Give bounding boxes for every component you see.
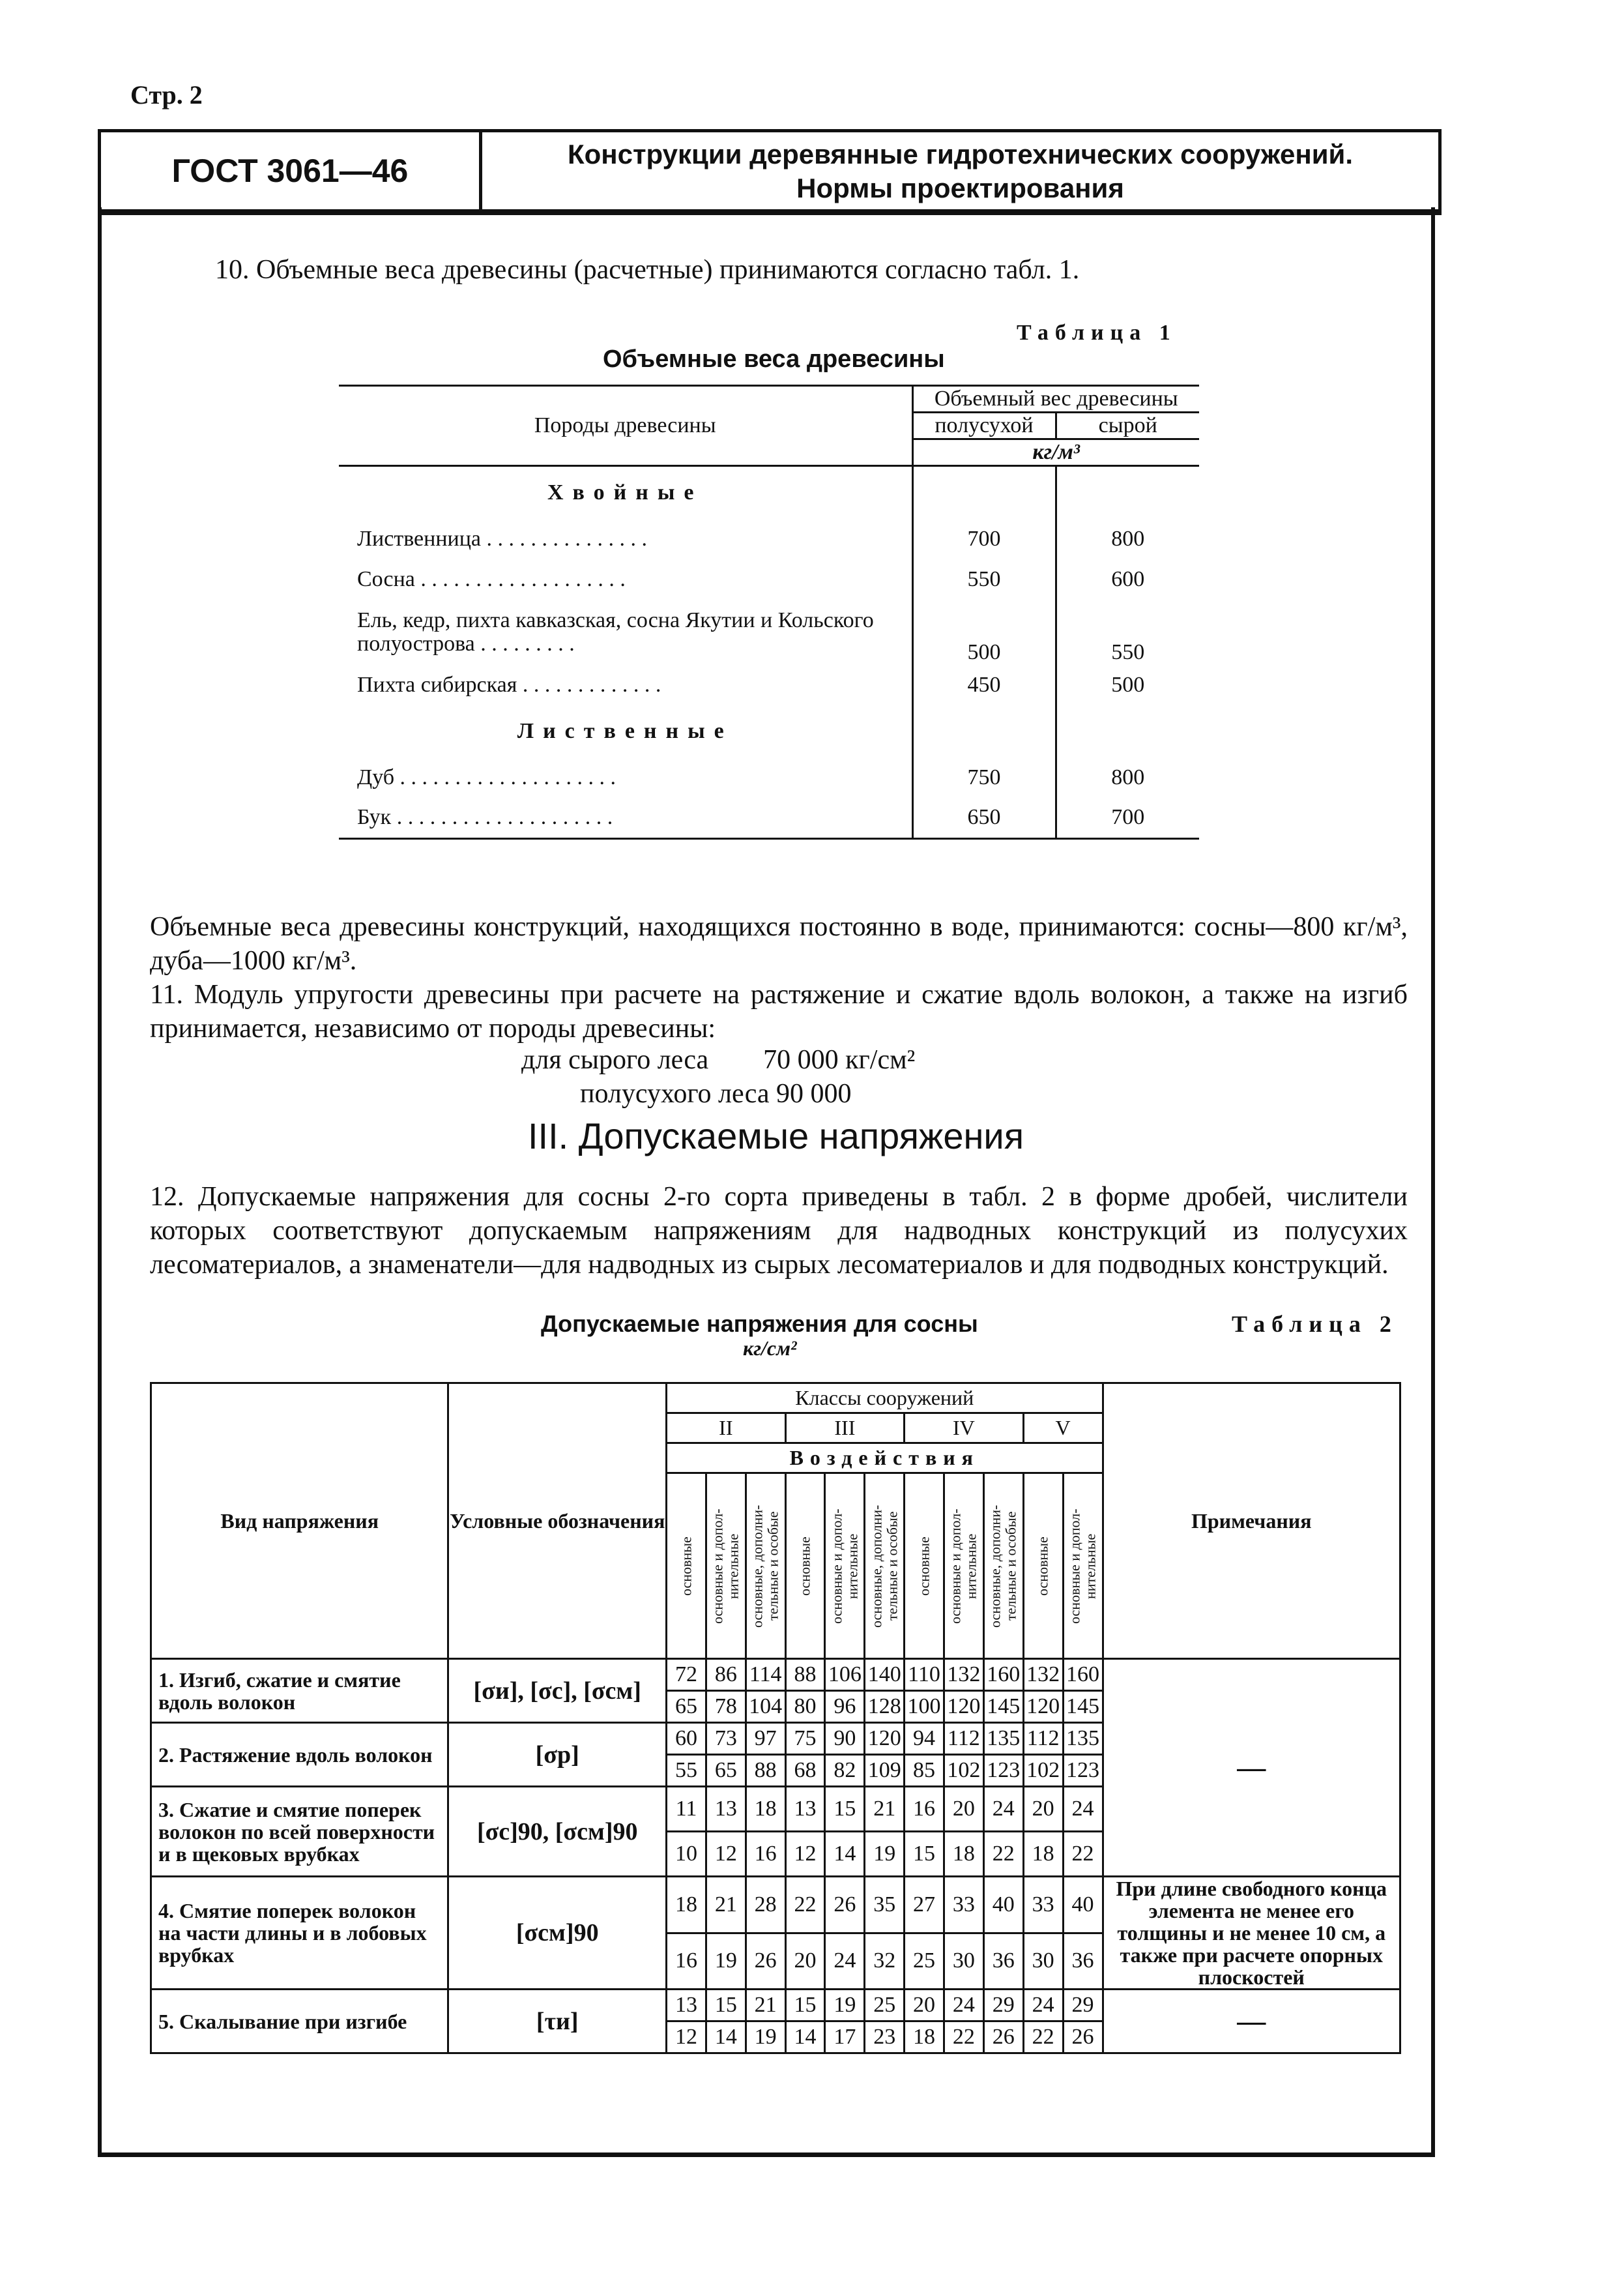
moduli-semidry-label: полусухого леса bbox=[580, 1079, 770, 1109]
table-row: Ель, кедр, пихта кавказская, сосна Якутии и Кольского полуострова . . . . . . . . . 500 550 bbox=[339, 600, 1199, 665]
t2-action: основные bbox=[785, 1473, 825, 1659]
value-numerator: 28 bbox=[746, 1877, 785, 1933]
moduli-wet-value: 70 000 кг/см² bbox=[763, 1045, 916, 1075]
value-numerator: 20 bbox=[1023, 1787, 1063, 1832]
value-denominator: 18 bbox=[1023, 1832, 1063, 1877]
t2-action: основные и допол- нительные bbox=[706, 1473, 746, 1659]
value-denominator: 16 bbox=[746, 1832, 785, 1877]
value-numerator: 15 bbox=[825, 1787, 865, 1832]
value-denominator: 12 bbox=[706, 1832, 746, 1877]
value-numerator: 21 bbox=[706, 1877, 746, 1933]
t2-class: IV bbox=[905, 1413, 1024, 1443]
value-denominator: 16 bbox=[667, 1933, 706, 1990]
value-numerator: 120 bbox=[865, 1723, 905, 1755]
t1-header-species: Породы древесины bbox=[339, 386, 912, 466]
value-denominator: 88 bbox=[746, 1755, 785, 1787]
frame-right-border bbox=[1431, 207, 1435, 2156]
table-1-title: Объемные веса древесины bbox=[603, 345, 945, 373]
value-numerator: 13 bbox=[667, 1990, 706, 2021]
table-2-units: кг/см² bbox=[743, 1336, 797, 1360]
t2-action: основные, дополни- тельные и особые bbox=[746, 1473, 785, 1659]
t2-header-type: Вид напряжения bbox=[151, 1383, 448, 1659]
value-denominator: 19 bbox=[746, 2021, 785, 2053]
value-numerator: 24 bbox=[1063, 1787, 1103, 1832]
value-numerator: 75 bbox=[785, 1723, 825, 1755]
stress-symbol: [σсм]90 bbox=[448, 1877, 667, 1990]
t2-class: V bbox=[1023, 1413, 1103, 1443]
section-heading: III. Допускаемые напряжения bbox=[528, 1115, 1024, 1156]
document-title bbox=[482, 132, 1438, 209]
value-denominator: 19 bbox=[865, 1832, 905, 1877]
table-row: Дуб . . . . . . . . . . . . . . . . . . . . 750 800 bbox=[339, 757, 1199, 798]
value-denominator: 145 bbox=[1063, 1691, 1103, 1723]
value-numerator: 24 bbox=[944, 1990, 983, 2021]
value-numerator: 132 bbox=[944, 1659, 983, 1691]
t2-header-notes: Примечания bbox=[1103, 1383, 1400, 1659]
value-numerator: 110 bbox=[905, 1659, 944, 1691]
stress-symbol: [σс]90, [σсм]90 bbox=[448, 1787, 667, 1877]
table-2 bbox=[150, 1382, 1401, 2054]
value-numerator: 140 bbox=[865, 1659, 905, 1691]
value-denominator: 145 bbox=[983, 1691, 1023, 1723]
value-denominator: 14 bbox=[825, 1832, 865, 1877]
value-numerator: 27 bbox=[905, 1877, 944, 1933]
value-numerator: 19 bbox=[825, 1990, 865, 2021]
t2-class: II bbox=[667, 1413, 786, 1443]
standard-code: ГОСТ 3061—46 bbox=[101, 132, 482, 209]
value-numerator: 15 bbox=[706, 1990, 746, 2021]
t2-header-symbols: Условные обозначения bbox=[448, 1383, 667, 1659]
value-denominator: 120 bbox=[1023, 1691, 1063, 1723]
value-denominator: 120 bbox=[944, 1691, 983, 1723]
t2-action: основные bbox=[905, 1473, 944, 1659]
value-denominator: 18 bbox=[905, 2021, 944, 2053]
value-numerator: 18 bbox=[746, 1787, 785, 1832]
note-cell: — bbox=[1103, 1659, 1400, 1877]
value-numerator: 97 bbox=[746, 1723, 785, 1755]
value-denominator: 82 bbox=[825, 1755, 865, 1787]
paragraph-10: 10. Объемные веса древесины (расчетные) принимаются согласно табл. 1. bbox=[215, 255, 1080, 285]
value-denominator: 104 bbox=[746, 1691, 785, 1723]
value-numerator: 72 bbox=[667, 1659, 706, 1691]
value-numerator: 132 bbox=[1023, 1659, 1063, 1691]
value-denominator: 36 bbox=[1063, 1933, 1103, 1990]
value-numerator: 24 bbox=[1023, 1990, 1063, 2021]
value-denominator: 128 bbox=[865, 1691, 905, 1723]
value-numerator: 160 bbox=[983, 1659, 1023, 1691]
value-denominator: 78 bbox=[706, 1691, 746, 1723]
value-denominator: 30 bbox=[1023, 1933, 1063, 1990]
table-row bbox=[151, 1877, 1400, 1933]
stress-type: 2. Растяжение вдоль волокон bbox=[151, 1723, 448, 1787]
page-number: Стр. 2 bbox=[130, 80, 203, 110]
table-2-title: Допускаемые напряжения для сосны bbox=[541, 1310, 978, 1337]
value-denominator: 123 bbox=[983, 1755, 1023, 1787]
stress-type: 5. Скалывание при изгибе bbox=[151, 1990, 448, 2053]
t1-group-name: Хвойные bbox=[547, 480, 703, 505]
value-denominator: 102 bbox=[944, 1755, 983, 1787]
table-row bbox=[151, 1990, 1400, 2021]
t2-action: основные и допол- нительные bbox=[825, 1473, 865, 1659]
value-denominator: 12 bbox=[667, 2021, 706, 2053]
t2-action: основные, дополни- тельные и особые bbox=[865, 1473, 905, 1659]
value-numerator: 40 bbox=[1063, 1877, 1103, 1933]
table-1-label: Таблица 1 bbox=[1017, 321, 1177, 345]
value-denominator: 96 bbox=[825, 1691, 865, 1723]
value-numerator: 94 bbox=[905, 1723, 944, 1755]
value-denominator: 12 bbox=[785, 1832, 825, 1877]
value-numerator: 135 bbox=[983, 1723, 1023, 1755]
value-numerator: 26 bbox=[825, 1877, 865, 1933]
t1-header-semidry: полусухой bbox=[912, 413, 1056, 439]
value-numerator: 73 bbox=[706, 1723, 746, 1755]
note-cell: При длине свободного конца элемента не менее его толщины и не менее 10 см, а также при расчете опорных плоскостей bbox=[1103, 1877, 1400, 1990]
value-numerator: 33 bbox=[944, 1877, 983, 1933]
value-numerator: 22 bbox=[785, 1877, 825, 1933]
value-denominator: 26 bbox=[1063, 2021, 1103, 2053]
value-denominator: 80 bbox=[785, 1691, 825, 1723]
table-2-label: Таблица 2 bbox=[1232, 1311, 1398, 1337]
value-denominator: 102 bbox=[1023, 1755, 1063, 1787]
stress-symbol: [τи] bbox=[448, 1990, 667, 2053]
value-denominator: 24 bbox=[825, 1933, 865, 1990]
value-denominator: 18 bbox=[944, 1832, 983, 1877]
table-1 bbox=[339, 385, 1199, 840]
t2-header-actions: Воздействия bbox=[667, 1443, 1103, 1473]
title-line-1: Конструкции деревянные гидротехнических сооружений. bbox=[567, 139, 1354, 169]
t1-header-units: кг/м³ bbox=[912, 439, 1199, 466]
t2-action: основные и допол- нительные bbox=[944, 1473, 983, 1659]
note-cell: — bbox=[1103, 1990, 1400, 2053]
value-denominator: 14 bbox=[706, 2021, 746, 2053]
value-denominator: 23 bbox=[865, 2021, 905, 2053]
t2-action: основные bbox=[1023, 1473, 1063, 1659]
value-numerator: 13 bbox=[706, 1787, 746, 1832]
value-denominator: 17 bbox=[825, 2021, 865, 2053]
t1-header-wet: сырой bbox=[1056, 413, 1199, 439]
stress-type: 4. Смятие поперек волокон на части длины и в лобовых врубках bbox=[151, 1877, 448, 1990]
frame-bottom-border bbox=[98, 2152, 1435, 2157]
value-denominator: 22 bbox=[1023, 2021, 1063, 2053]
value-denominator: 22 bbox=[1063, 1832, 1103, 1877]
value-numerator: 160 bbox=[1063, 1659, 1103, 1691]
t1-header-weight: Объемный вес древесины bbox=[912, 386, 1199, 413]
value-denominator: 123 bbox=[1063, 1755, 1103, 1787]
value-numerator: 60 bbox=[667, 1723, 706, 1755]
value-denominator: 22 bbox=[944, 2021, 983, 2053]
value-numerator: 29 bbox=[983, 1990, 1023, 2021]
value-numerator: 25 bbox=[865, 1990, 905, 2021]
moduli-semidry-value: 90 000 bbox=[776, 1079, 852, 1109]
value-numerator: 35 bbox=[865, 1877, 905, 1933]
value-numerator: 29 bbox=[1063, 1990, 1103, 2021]
paragraph-12: 12. Допускаемые напряжения для сосны 2-го сорта приведены в табл. 2 в форме дробей, числители которых соответствуют допускаемым напряжениям для надводных конструкций из полусухих лесоматериалов, а знаменатели—для надводных из сырых лесоматериалов и для подводных конструкций. bbox=[150, 1182, 1408, 1280]
table-row: Бук . . . . . . . . . . . . . . . . . . . . 650 700 bbox=[339, 798, 1199, 838]
table-row: Сосна . . . . . . . . . . . . . . . . . . . 550 600 bbox=[339, 559, 1199, 600]
value-denominator: 32 bbox=[865, 1933, 905, 1990]
title-line-2: Нормы проектирования bbox=[796, 173, 1124, 203]
moduli-wet-label: для сырого леса bbox=[521, 1045, 709, 1075]
t2-action: основные, дополни- тельные и особые bbox=[983, 1473, 1023, 1659]
value-numerator: 86 bbox=[706, 1659, 746, 1691]
value-numerator: 11 bbox=[667, 1787, 706, 1832]
value-denominator: 14 bbox=[785, 2021, 825, 2053]
value-numerator: 106 bbox=[825, 1659, 865, 1691]
frame-left-border bbox=[98, 207, 102, 2156]
t2-action: основные bbox=[667, 1473, 706, 1659]
value-denominator: 22 bbox=[983, 1832, 1023, 1877]
stress-type: 1. Изгиб, сжатие и смятие вдоль волокон bbox=[151, 1659, 448, 1723]
value-numerator: 112 bbox=[944, 1723, 983, 1755]
stress-symbol: [σр] bbox=[448, 1723, 667, 1787]
value-denominator: 65 bbox=[667, 1691, 706, 1723]
value-numerator: 21 bbox=[865, 1787, 905, 1832]
value-numerator: 135 bbox=[1063, 1723, 1103, 1755]
value-numerator: 114 bbox=[746, 1659, 785, 1691]
value-denominator: 30 bbox=[944, 1933, 983, 1990]
value-numerator: 16 bbox=[905, 1787, 944, 1832]
value-denominator: 85 bbox=[905, 1755, 944, 1787]
table-row bbox=[151, 1659, 1400, 1691]
value-numerator: 33 bbox=[1023, 1877, 1063, 1933]
value-denominator: 20 bbox=[785, 1933, 825, 1990]
stress-symbol: [σи], [σс], [σсм] bbox=[448, 1659, 667, 1723]
table-row: Пихта сибирская . . . . . . . . . . . . . 450 500 bbox=[339, 665, 1199, 705]
stress-type: 3. Сжатие и смятие поперек волокон по всей поверхности и в щековых врубках bbox=[151, 1787, 448, 1877]
elastic-moduli bbox=[521, 1043, 915, 1111]
value-denominator: 68 bbox=[785, 1755, 825, 1787]
t2-action: основные и допол- нительные bbox=[1063, 1473, 1103, 1659]
paragraph-water-weights: Объемные веса древесины конструкций, находящихся постоянно в воде, принимаются: сосны—800 кг/м³, дуба—1000 кг/м³. bbox=[150, 912, 1408, 976]
value-numerator: 20 bbox=[944, 1787, 983, 1832]
value-denominator: 19 bbox=[706, 1933, 746, 1990]
value-denominator: 10 bbox=[667, 1832, 706, 1877]
table-row: Лиственница . . . . . . . . . . . . . . . 700 800 bbox=[339, 519, 1199, 559]
value-denominator: 15 bbox=[905, 1832, 944, 1877]
value-denominator: 26 bbox=[746, 1933, 785, 1990]
paragraph-11: 11. Модуль упругости древесины при расчете на растяжение и сжатие вдоль волокон, а также на изгиб принимается, независимо от породы древесины: bbox=[150, 980, 1408, 1044]
value-denominator: 100 bbox=[905, 1691, 944, 1723]
value-denominator: 25 bbox=[905, 1933, 944, 1990]
value-denominator: 55 bbox=[667, 1755, 706, 1787]
value-numerator: 90 bbox=[825, 1723, 865, 1755]
value-denominator: 65 bbox=[706, 1755, 746, 1787]
value-numerator: 21 bbox=[746, 1990, 785, 2021]
value-numerator: 15 bbox=[785, 1990, 825, 2021]
value-numerator: 24 bbox=[983, 1787, 1023, 1832]
value-denominator: 26 bbox=[983, 2021, 1023, 2053]
t2-header-classes: Классы сооружений bbox=[667, 1383, 1103, 1413]
t2-class: III bbox=[785, 1413, 905, 1443]
value-denominator: 109 bbox=[865, 1755, 905, 1787]
value-numerator: 13 bbox=[785, 1787, 825, 1832]
value-numerator: 18 bbox=[667, 1877, 706, 1933]
value-denominator: 36 bbox=[983, 1933, 1023, 1990]
value-numerator: 112 bbox=[1023, 1723, 1063, 1755]
document-header bbox=[98, 129, 1442, 215]
value-numerator: 40 bbox=[983, 1877, 1023, 1933]
t1-group-name: Лиственные bbox=[517, 719, 733, 743]
value-numerator: 88 bbox=[785, 1659, 825, 1691]
value-numerator: 20 bbox=[905, 1990, 944, 2021]
